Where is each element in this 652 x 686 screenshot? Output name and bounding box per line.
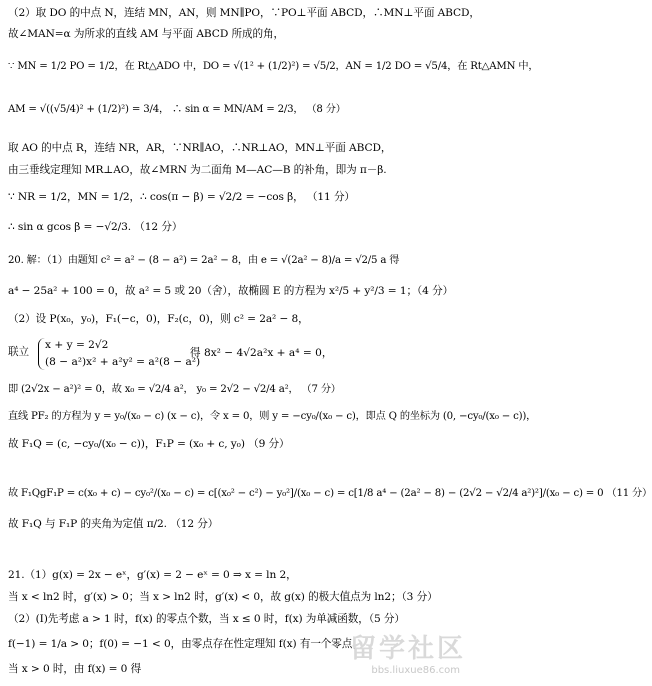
solution-line: a⁴ − 25a² + 100 = 0，故 a² = 5 或 20（舍），故椭圆 E 的方程为 x²/5 + y²/3 = 1；（4 分） (8, 285, 454, 297)
solution-line: （2）设 P(x₀，y₀)，F₁(−c，0)，F₂(c，0)，则 c² = 2a² − 8， (8, 313, 309, 325)
solution-line: 当 x > 0 时，由 f(x) = 0 得 (8, 663, 142, 675)
solution-line: 20. 解：（1）由题知 c² = a² − (8 − a²) = 2a² − 8，由 e = √(2a² − 8)/a = √2/5 a 得 (8, 255, 400, 266)
solution-line: 即 (2√2x − a²)² = 0，故 x₀ = √2/4 a²， y₀ = 2√2 − √2/4 a²， （7 分） (8, 384, 341, 395)
watermark-logo: 留学社区 (349, 634, 466, 664)
solution-line: ∴ sin α gcos β = −√2/3. （12 分） (8, 221, 183, 233)
solution-line: （2）取 DO 的中点 N，连结 MN，AN，则 MN∥PO，∵PO⊥平面 ABCD，∴MN⊥平面 ABCD， (8, 7, 480, 19)
solution-line: 取 AO 的中点 R，连结 NR，AR，∵NR∥AO，∴NR⊥AO，MN⊥平面 ABCD， (8, 142, 392, 154)
simultaneous-equations-brace (38, 338, 201, 370)
solution-line: AM = √((√5/4)² + (1/2)²) = 3/4， ∴ sin α = MN/AM = 2/3， （8 分） (8, 104, 346, 115)
solution-line: （2）(Ⅰ)先考虑 a > 1 时，f(x) 的零点个数，当 x ≤ 0 时，f(x) 为单减函数，（5 分） (8, 613, 405, 625)
system-label: 联立 (8, 346, 29, 358)
solution-line: 故 F₁Q 与 F₁P 的夹角为定值 π/2. （12 分） (8, 518, 219, 530)
solution-line: ∵ MN = 1/2 PO = 1/2，在 Rt△ADO 中，DO = √(1² + (1/2)²) = √5/2，AN = 1/2 DO = √5/4，在 Rt△AMN 中， (8, 61, 539, 72)
solution-line: 故 F₁QgF₁P = c(x₀ + c) − cy₀²/(x₀ − c) = c[(x₀² − c²) − y₀²]/(x₀ − c) = c[1/8 a⁴ − (2a² − 8) − (2√2 − √2/4 a²)²]/(x₀ − c) = 0 （11 分） (8, 488, 652, 499)
solution-line: f(−1) = 1/a > 0；f(0) = −1 < 0，由零点存在性定理知 f(x) 有一个零点； (8, 638, 363, 650)
solution-line: 故∠MAN=α 为所求的直线 AM 与平面 ABCD 所成的角， (8, 28, 284, 40)
solution-line: 当 x < ln2 时，g′(x) > 0；当 x > ln2 时，g′(x) < 0，故 g(x) 的极大值点为 ln2；（3 分） (8, 591, 438, 603)
solution-line: ∵ NR = 1/2，MN = 1/2，∴ cos(π − β) = √2/2 = −cos β， （11 分） (8, 191, 355, 203)
solution-line: 直线 PF₂ 的方程为 y = y₀/(x₀ − c) (x − c)，令 x = 0，则 y = −cy₀/(x₀ − c)，即点 Q 的坐标为 (0, −cy₀/(x₀ − c))， (8, 411, 537, 422)
solution-line: 故 F₁Q = (c, −cy₀/(x₀ − c))，F₁P = (x₀ + c, y₀) （9 分） (8, 438, 290, 450)
solution-line: 21.（1）g(x) = 2x − eˣ，g′(x) = 2 − eˣ = 0 ⇒ x = ln 2， (8, 569, 297, 581)
system-result: 得 8x² − 4√2a²x + a⁴ = 0， (190, 347, 333, 359)
system-equation-2: (8 − a²)x² + a²y² = a²(8 − a²) (45, 356, 201, 368)
solution-line: 由三垂线定理知 MR⊥AO，故∠MRN 为二面角 M—AC—B 的补角，即为 π－β. (8, 164, 387, 176)
watermark (296, 628, 466, 676)
system-equation-1: x + y = 2√2 (45, 339, 109, 351)
watermark-url: bbs.liuxue86.com (371, 665, 460, 676)
